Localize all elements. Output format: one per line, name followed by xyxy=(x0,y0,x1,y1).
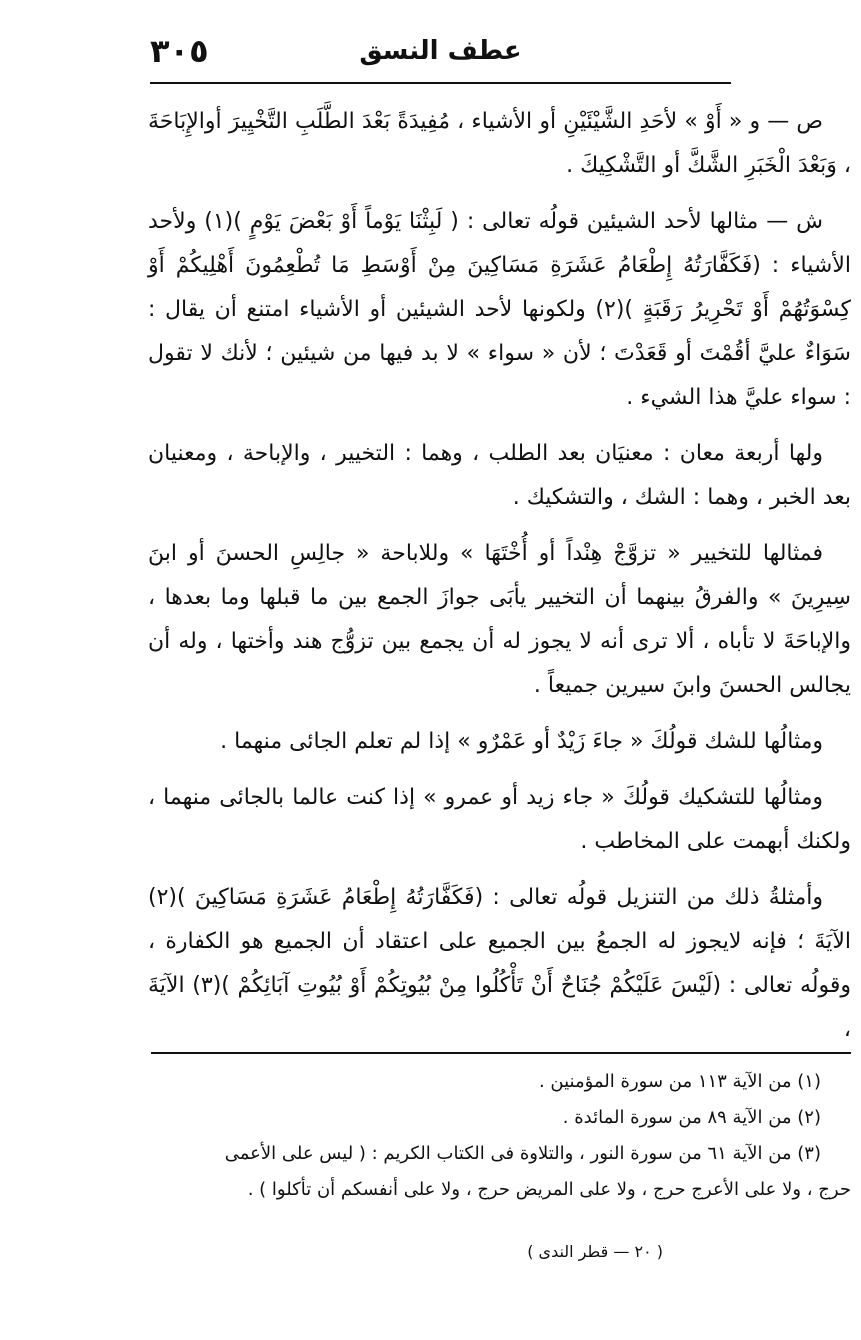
printer-signature: ( ٢٠ — قطر الندى ) xyxy=(527,1242,663,1261)
paragraph-sharh: ش — مثالها لأحد الشيئين قولُه تعالى : ( لَبِثْنَا يَوْماً أَوْ بَعْضَ يَوْمٍ )(١) ولأحد الأشياء : (فَكَفَّارَتُهُ إِطْعَامُ عَشَرَةِ مَسَاكِينَ مِنْ أَوْسَطِ مَا تُطْعِمُونَ أَهْلِيكُمْ أَوْ كِسْوَتُهُمْ أَوْ تَحْرِيرُ رَقَبَةٍ )(٢) ولكونها لأحد الشيئين أو الأشياء امتنع أن يقال : سَوَاءٌ عليَّ أقُمْتَ أو قَعَدْتَ ؛ لأن « سواء » لا بد فيها من شيئين ؛ لأنك لا تقول : سواء عليَّ هذا الشيء . xyxy=(148,209,851,410)
paragraph-matn: ص — و « أَوْ » لأحَدِ الشَّيْئَيْنِ أو الأشياء ، مُفِيدَةً بَعْدَ الطَّلَبِ التَّخْيِيرَ أوالإِبَاحَةَ ، وَبَعْدَ الْخَبَرِ الشَّكَّ أو التَّشْكِيكَ . xyxy=(148,109,851,178)
main-text xyxy=(148,100,851,1064)
footnote-1: (١) من الآية ١١٣ من سورة المؤمنين . xyxy=(538,1071,821,1092)
page-header xyxy=(150,30,731,76)
paragraph-meanings: ولها أربعة معان : معنيَان بعد الطلب ، وهما : التخيير ، والإباحة ، ومعنيان بعد الخبر ، وهما : الشك ، والتشكيك . xyxy=(148,441,851,510)
page-number: ٣٠٥ xyxy=(150,32,209,70)
paragraph-examples: وأمثلةُ ذلك من التنزيل قولُه تعالى : (فَكَفَّارَتُهُ إِطْعَامُ عَشَرَةِ مَسَاكِينَ )(٢) الآيَةَ ؛ فإنه لايجوز له الجمعُ بين الجميع على اعتقاد أن الجميع هو الكفارة ، وقولُه تعالى : (لَيْسَ عَلَيْكُمْ جُنَاحٌ أَنْ تَأْكُلُوا مِنْ بُيُوتِكُمْ أَوْ بُيُوتِ آبَائِكُمْ )(٣) الآيَةَ ، xyxy=(148,885,851,1042)
footnotes xyxy=(148,1064,851,1208)
footnote-2: (٢) من الآية ٨٩ من سورة المائدة . xyxy=(562,1107,821,1128)
header-rule xyxy=(150,82,731,84)
paragraph-shakk: ومثالُها للشك قولُكَ « جاءَ زَيْدٌ أو عَمْرٌو » إذا لم تعلم الجائى منهما . xyxy=(220,729,823,754)
footnote-3-continued: حرج ، ولا على الأعرج حرج ، ولا على المريض حرج ، ولا على أنفسكم أن تأكلوا ) . xyxy=(247,1179,851,1200)
footnote-rule xyxy=(151,1052,851,1054)
running-title: عطف النسق xyxy=(359,36,522,66)
footnote-3: (٣) من الآية ٦١ من سورة النور ، والتلاوة فى الكتاب الكريم : ( ليس على الأعمى xyxy=(224,1143,821,1164)
paragraph-takhyir: فمثالها للتخيير « تزوَّجْ هِنْداً أو أُخْتَهَا » وللاباحة « جالِسِ الحسنَ أو ابنَ سِيرِينَ » والفرقُ بينهما أن التخيير يأبَى جوازَ الجمع بين ما قبلها وما بعدها ، والإباحَةَ لا تأباه ، ألا ترى أنه لا يجوز له أن يجمع بين تزوُّج هند وأختها ، وله أن يجالس الحسنَ وابنَ سيرين جميعاً . xyxy=(148,541,851,698)
paragraph-tashkik: ومثالُها للتشكيك قولُكَ « جاء زيد أو عمرو » إذا كنت عالما بالجائى منهما ، ولكنك أبهمت على المخاطب . xyxy=(148,785,851,854)
